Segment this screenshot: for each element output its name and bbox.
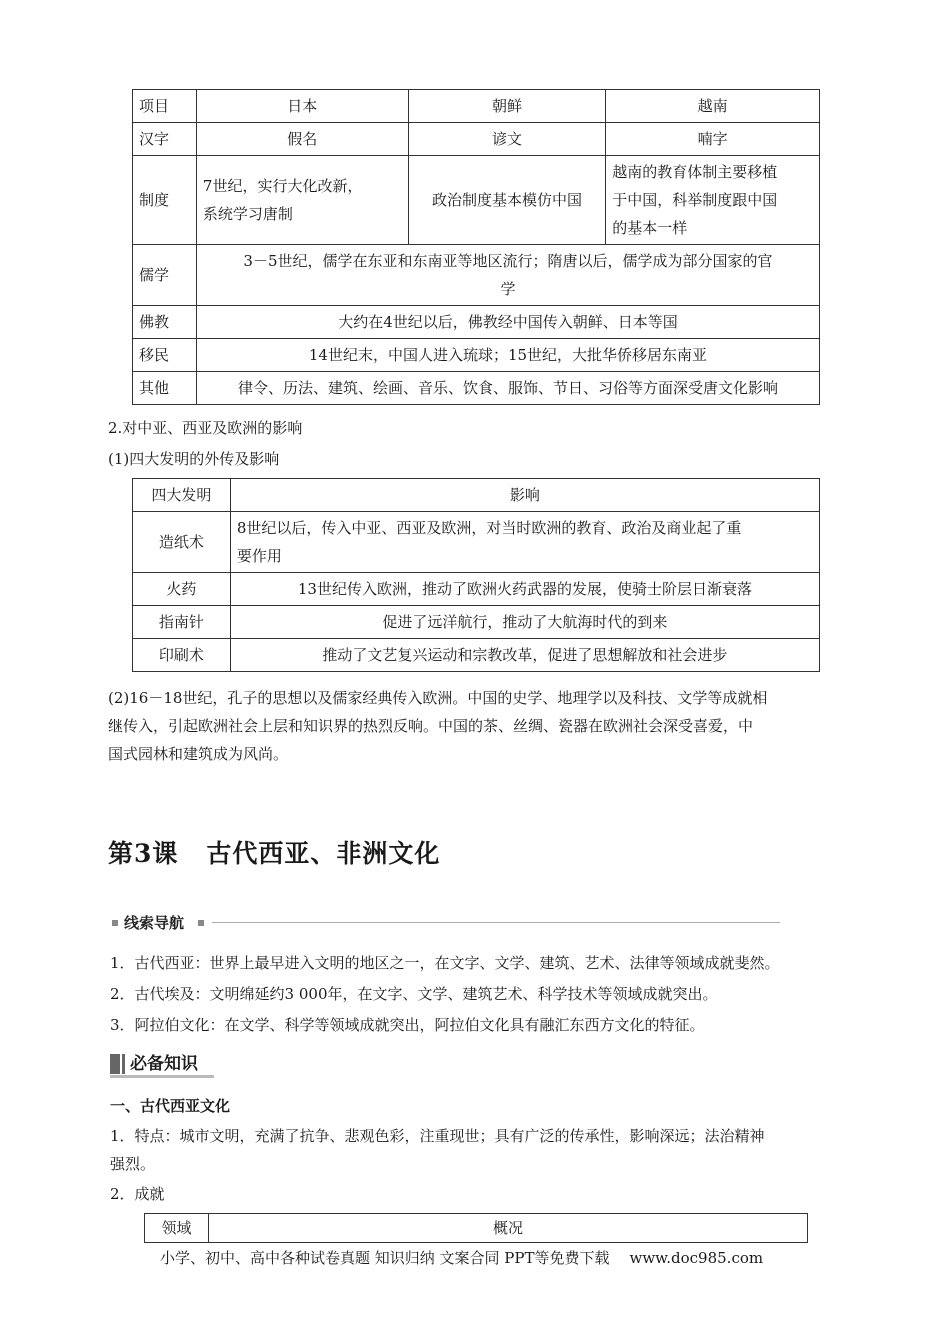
- paragraph-line: 国式园林和建筑成为风尚。: [108, 745, 289, 763]
- table-cell: 喃字: [606, 123, 820, 156]
- table-cell: 佛教: [133, 306, 197, 339]
- table-header-cell: 项目: [133, 90, 197, 123]
- underline-bar: [110, 1075, 214, 1078]
- table-cell: 大约在4世纪以后，佛教经中国传入朝鲜、日本等国: [196, 306, 819, 339]
- table-cell: 火药: [133, 573, 231, 606]
- knowledge-label: 必备知识: [130, 1054, 198, 1074]
- table-cell: 促进了远洋航行，推动了大航海时代的到来: [230, 606, 819, 639]
- lesson-number: 第3课: [108, 839, 179, 868]
- table-row: [133, 245, 820, 306]
- cell-line: 系统学习唐制: [202, 205, 293, 223]
- table-cell: [196, 156, 408, 245]
- divider-line: [212, 922, 780, 923]
- footer-link[interactable]: www.doc985.com: [629, 1249, 764, 1267]
- list-item: 3．阿拉伯文化：在文学、科学等领域成就突出，阿拉伯文化具有融汇东西方文化的特征。: [110, 1016, 705, 1034]
- body-paragraph: [110, 1122, 765, 1178]
- table-cell: 13世纪传入欧洲，推动了欧洲火药武器的发展，使骑士阶层日渐衰落: [230, 573, 819, 606]
- point-title: 2．成就: [110, 1185, 165, 1203]
- lesson-title: 古代西亚、非洲文化: [206, 839, 441, 868]
- table-cell: 其他: [133, 372, 197, 405]
- table-cell: 指南针: [133, 606, 231, 639]
- cell-line: 要作用: [236, 547, 282, 565]
- nav-list: [110, 949, 780, 1039]
- cell-line: 越南的教育体制主要移植: [612, 163, 778, 181]
- footer-text: 小学、初中、高中各种试卷真题 知识归纳 文案合同 PPT等免费下载: [160, 1249, 610, 1267]
- lesson-heading: [108, 834, 440, 870]
- table-cell: 推动了文艺复兴运动和宗教改革，促进了思想解放和社会进步: [230, 639, 819, 672]
- table-row: [133, 339, 820, 372]
- table-header-cell: 概况: [208, 1214, 807, 1243]
- section-title: 2.对中亚、西亚及欧洲的影响: [108, 419, 303, 437]
- table-header-cell: 日本: [196, 90, 408, 123]
- table-cell: 儒学: [133, 245, 197, 306]
- table-row: [133, 573, 820, 606]
- table-cell: 假名: [196, 123, 408, 156]
- cell-line: 学: [500, 280, 516, 298]
- block-bar-icon: [122, 1054, 125, 1074]
- table-cell: [606, 156, 820, 245]
- table-cell: 移民: [133, 339, 197, 372]
- culture-influence-table: [132, 89, 820, 405]
- table-row: [133, 123, 820, 156]
- table-row: [133, 512, 820, 573]
- table-cell: 律令、历法、建筑、绘画、音乐、饮食、服饰、节日、习俗等方面深受唐文化影响: [196, 372, 819, 405]
- four-inventions-table: [132, 478, 820, 672]
- table-cell: 汉字: [133, 123, 197, 156]
- part-title: 一、古代西亚文化: [110, 1097, 231, 1115]
- table-header-cell: 四大发明: [133, 479, 231, 512]
- table-cell: 14世纪末，中国人进入琉球；15世纪，大批华侨移居东南亚: [196, 339, 819, 372]
- paragraph-line: 继传入，引起欧洲社会上层和知识界的热烈反响。中国的茶、丝绸、瓷器在欧洲社会深受喜爱，中: [108, 717, 754, 735]
- table-cell: 造纸术: [133, 512, 231, 573]
- table-row: [133, 639, 820, 672]
- table-row: [133, 479, 820, 512]
- list-item: 1．古代西亚：世界上最早进入文明的地区之一，在文字、文学、建筑、艺术、法律等领域成就斐然。: [110, 954, 780, 972]
- nav-label: 线索导航: [124, 914, 185, 932]
- clue-navigation-header: [112, 912, 780, 934]
- table-cell: 政治制度基本模仿中国: [408, 156, 606, 245]
- table-header-cell: 越南: [606, 90, 820, 123]
- body-paragraph: [108, 684, 767, 768]
- table-cell: [196, 245, 819, 306]
- table-header-cell: 影响: [230, 479, 819, 512]
- table-row: [133, 90, 820, 123]
- table-row: [145, 1214, 808, 1243]
- square-bullet-icon: [112, 920, 118, 926]
- cell-line: 于中国，科举制度跟中国: [612, 191, 778, 209]
- table-cell: [230, 512, 819, 573]
- section-subtitle: (1)四大发明的外传及影响: [108, 450, 280, 468]
- table-cell: 谚文: [408, 123, 606, 156]
- table-cell: 印刷术: [133, 639, 231, 672]
- paragraph-line: 强烈。: [110, 1155, 156, 1173]
- block-bar-icon: [110, 1054, 120, 1074]
- achievements-table: [144, 1213, 808, 1243]
- table-row: [133, 372, 820, 405]
- table-row: [133, 306, 820, 339]
- paragraph-line: 1．特点：城市文明，充满了抗争、悲观色彩，注重现世；具有广泛的传承性，影响深远；法治精神: [110, 1127, 765, 1145]
- knowledge-header: [110, 1050, 214, 1078]
- table-row: [133, 606, 820, 639]
- table-header-cell: 领域: [145, 1214, 209, 1243]
- cell-line: 7世纪，实行大化改新，: [202, 177, 363, 195]
- square-bullet-icon: [198, 920, 204, 926]
- cell-line: 3－5世纪，儒学在东亚和东南亚等地区流行；隋唐以后，儒学成为部分国家的官: [243, 252, 773, 270]
- paragraph-line: (2)16－18世纪，孔子的思想以及儒家经典传入欧洲。中国的史学、地理学以及科技、文学等成就相: [108, 689, 768, 707]
- list-item: 2．古代埃及：文明绵延约3 000年，在文字、文学、建筑艺术、科学技术等领域成就突出。: [110, 985, 718, 1003]
- page-footer: [160, 1246, 763, 1270]
- table-row: [133, 156, 820, 245]
- cell-line: 的基本一样: [612, 219, 688, 237]
- table-header-cell: 朝鲜: [408, 90, 606, 123]
- cell-line: 8世纪以后，传入中亚、西亚及欧洲，对当时欧洲的教育、政治及商业起了重: [236, 519, 742, 537]
- table-cell: 制度: [133, 156, 197, 245]
